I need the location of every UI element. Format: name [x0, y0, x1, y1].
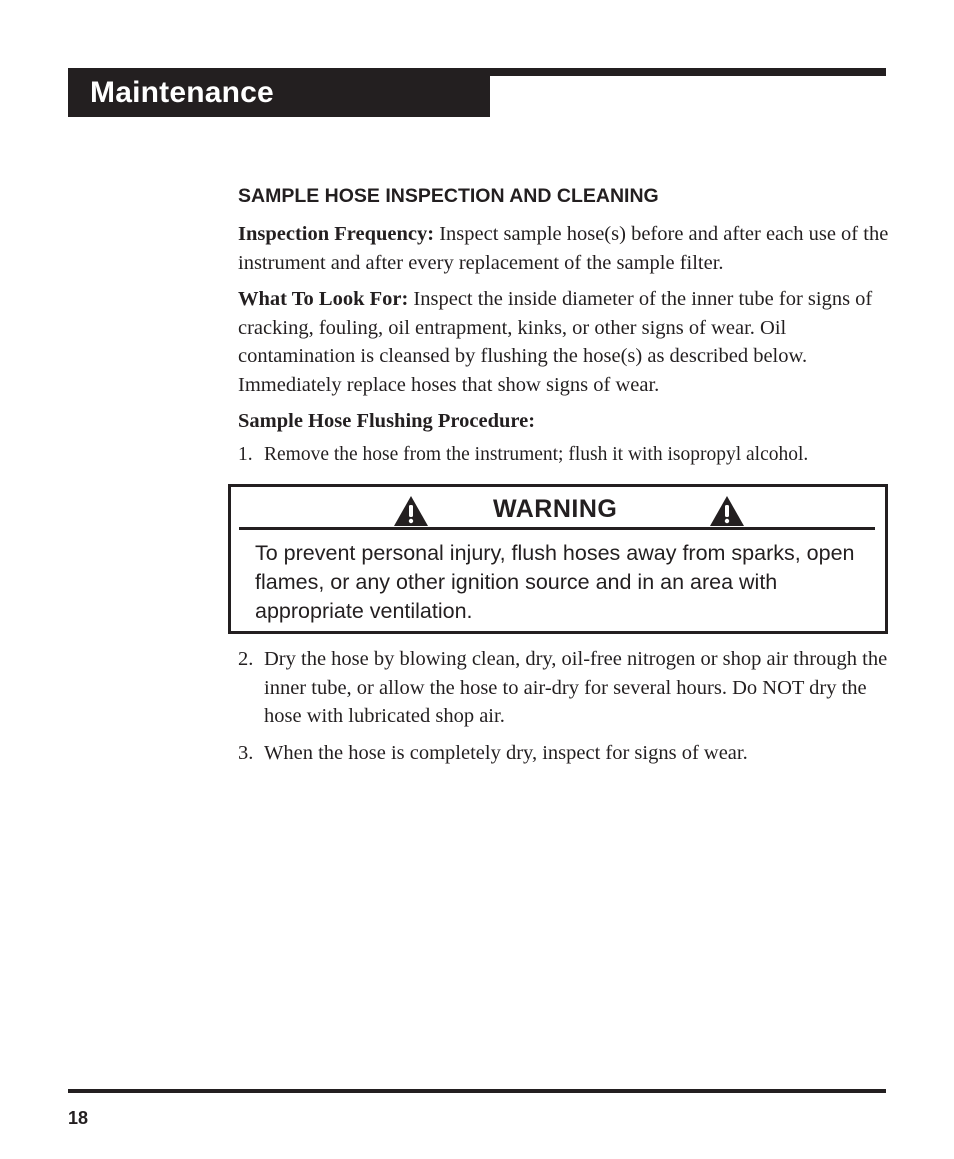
warning-title: WARNING — [493, 495, 618, 523]
step-number: 3. — [238, 741, 254, 764]
warning-box — [228, 484, 888, 634]
what-to-look-for-label: What To Look For: — [238, 288, 409, 310]
section-title: SAMPLE HOSE INSPECTION AND CLEANING — [238, 185, 659, 207]
list-item — [238, 739, 898, 768]
step-text: When the hose is completely dry, inspect for signs of wear. — [264, 741, 748, 764]
step-text: Remove the hose from the instrument; flush it with isopropyl alcohol. — [264, 444, 809, 465]
what-to-look-for-paragraph — [238, 285, 898, 399]
inspection-frequency-text: Inspect sample hose(s) before and after each use of the instrument and after every replacement of the sample filter. — [238, 223, 889, 274]
procedure-title: Sample Hose Flushing Procedure: — [238, 410, 536, 432]
warning-header — [239, 491, 875, 530]
warning-text: To prevent personal injury, flush hoses away from sparks, open flames, or any other ignition source and in an area with appropriate ventilation. — [255, 541, 855, 623]
inspection-frequency-paragraph — [238, 220, 898, 277]
what-to-look-for-text: Inspect the inside diameter of the inner tube for signs of cracking, fouling, oil entrapment, kinks, or other signs of wear. Oil contamination is cleansed by flushing the hose(s) as described below. Immediately replace hoses that show signs of wear. — [238, 288, 873, 396]
warning-triangle-icon — [709, 495, 745, 527]
list-item — [238, 441, 898, 470]
main-content — [238, 184, 898, 478]
step-text: Dry the hose by blowing clean, dry, oil-free nitrogen or shop air through the inner tube, or allow the hose to air-dry for several hours. Do NOT dry the hose with lubricated shop air. — [264, 648, 888, 727]
procedure-steps-continued — [238, 645, 898, 775]
step-number: 1. — [238, 444, 253, 465]
inspection-frequency-label: Inspection Frequency: — [238, 223, 435, 245]
list-item — [238, 645, 898, 731]
page-number: 18 — [68, 1108, 89, 1128]
footer-rule — [68, 1089, 886, 1093]
page-title: Maintenance — [90, 76, 274, 109]
step-number: 2. — [238, 648, 254, 670]
header-tab — [68, 68, 490, 117]
warning-triangle-icon — [393, 495, 429, 527]
